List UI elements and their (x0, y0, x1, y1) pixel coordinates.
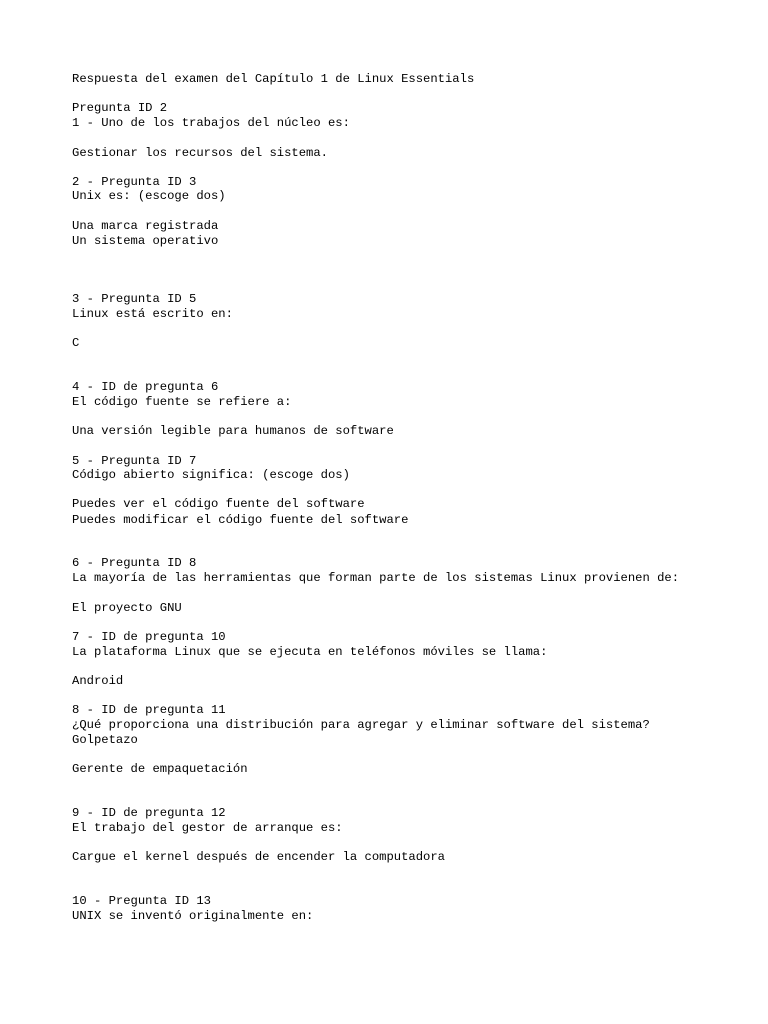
question-12-text: El trabajo del gestor de arranque es: (72, 821, 343, 835)
question-10-id: 7 - ID de pregunta 10 (72, 630, 226, 644)
question-10-answer: Android (72, 674, 124, 688)
question-3-answer-2: Un sistema operativo (72, 234, 219, 248)
question-5-id: 3 - Pregunta ID 5 (72, 292, 197, 306)
question-6-answer: Una versión legible para humanos de software (72, 424, 394, 438)
question-11-id: 8 - ID de pregunta 11 (72, 703, 226, 717)
question-12-answer: Cargue el kernel después de encender la computadora (72, 850, 445, 864)
document-title: Respuesta del examen del Capítulo 1 de Linux Essentials (72, 72, 475, 86)
question-8-answer: El proyecto GNU (72, 601, 182, 615)
question-7-text: Código abierto significa: (escoge dos) (72, 468, 350, 482)
question-13-id: 10 - Pregunta ID 13 (72, 894, 211, 908)
question-5-text: Linux está escrito en: (72, 307, 233, 321)
question-5-answer: C (72, 336, 80, 350)
question-6-id: 4 - ID de pregunta 6 (72, 380, 219, 394)
question-13-text: UNIX se inventó originalmente en: (72, 909, 314, 923)
question-12-id: 9 - ID de pregunta 12 (72, 806, 226, 820)
question-7-id: 5 - Pregunta ID 7 (72, 454, 197, 468)
question-2-text: 1 - Uno de los trabajos del núcleo es: (72, 116, 350, 130)
question-11-text: ¿Qué proporciona una distribución para agregar y eliminar software del sistema? (72, 718, 650, 732)
question-7-answer-2: Puedes modificar el código fuente del software (72, 513, 409, 527)
question-3-answer-1: Una marca registrada (72, 219, 219, 233)
question-3-text: Unix es: (escoge dos) (72, 189, 226, 203)
question-8-id: 6 - Pregunta ID 8 (72, 556, 197, 570)
question-11-answer-2: Gerente de empaquetación (72, 762, 248, 776)
question-6-text: El código fuente se refiere a: (72, 395, 292, 409)
question-7-answer-1: Puedes ver el código fuente del software (72, 497, 365, 511)
question-3-id: 2 - Pregunta ID 3 (72, 175, 197, 189)
question-8-text: La mayoría de las herramientas que forman parte de los sistemas Linux provienen de: (72, 571, 680, 585)
question-11-answer-1: Golpetazo (72, 733, 138, 747)
question-2-answer: Gestionar los recursos del sistema. (72, 146, 328, 160)
question-2-id: Pregunta ID 2 (72, 101, 168, 115)
question-10-text: La plataforma Linux que se ejecuta en teléfonos móviles se llama: (72, 645, 548, 659)
